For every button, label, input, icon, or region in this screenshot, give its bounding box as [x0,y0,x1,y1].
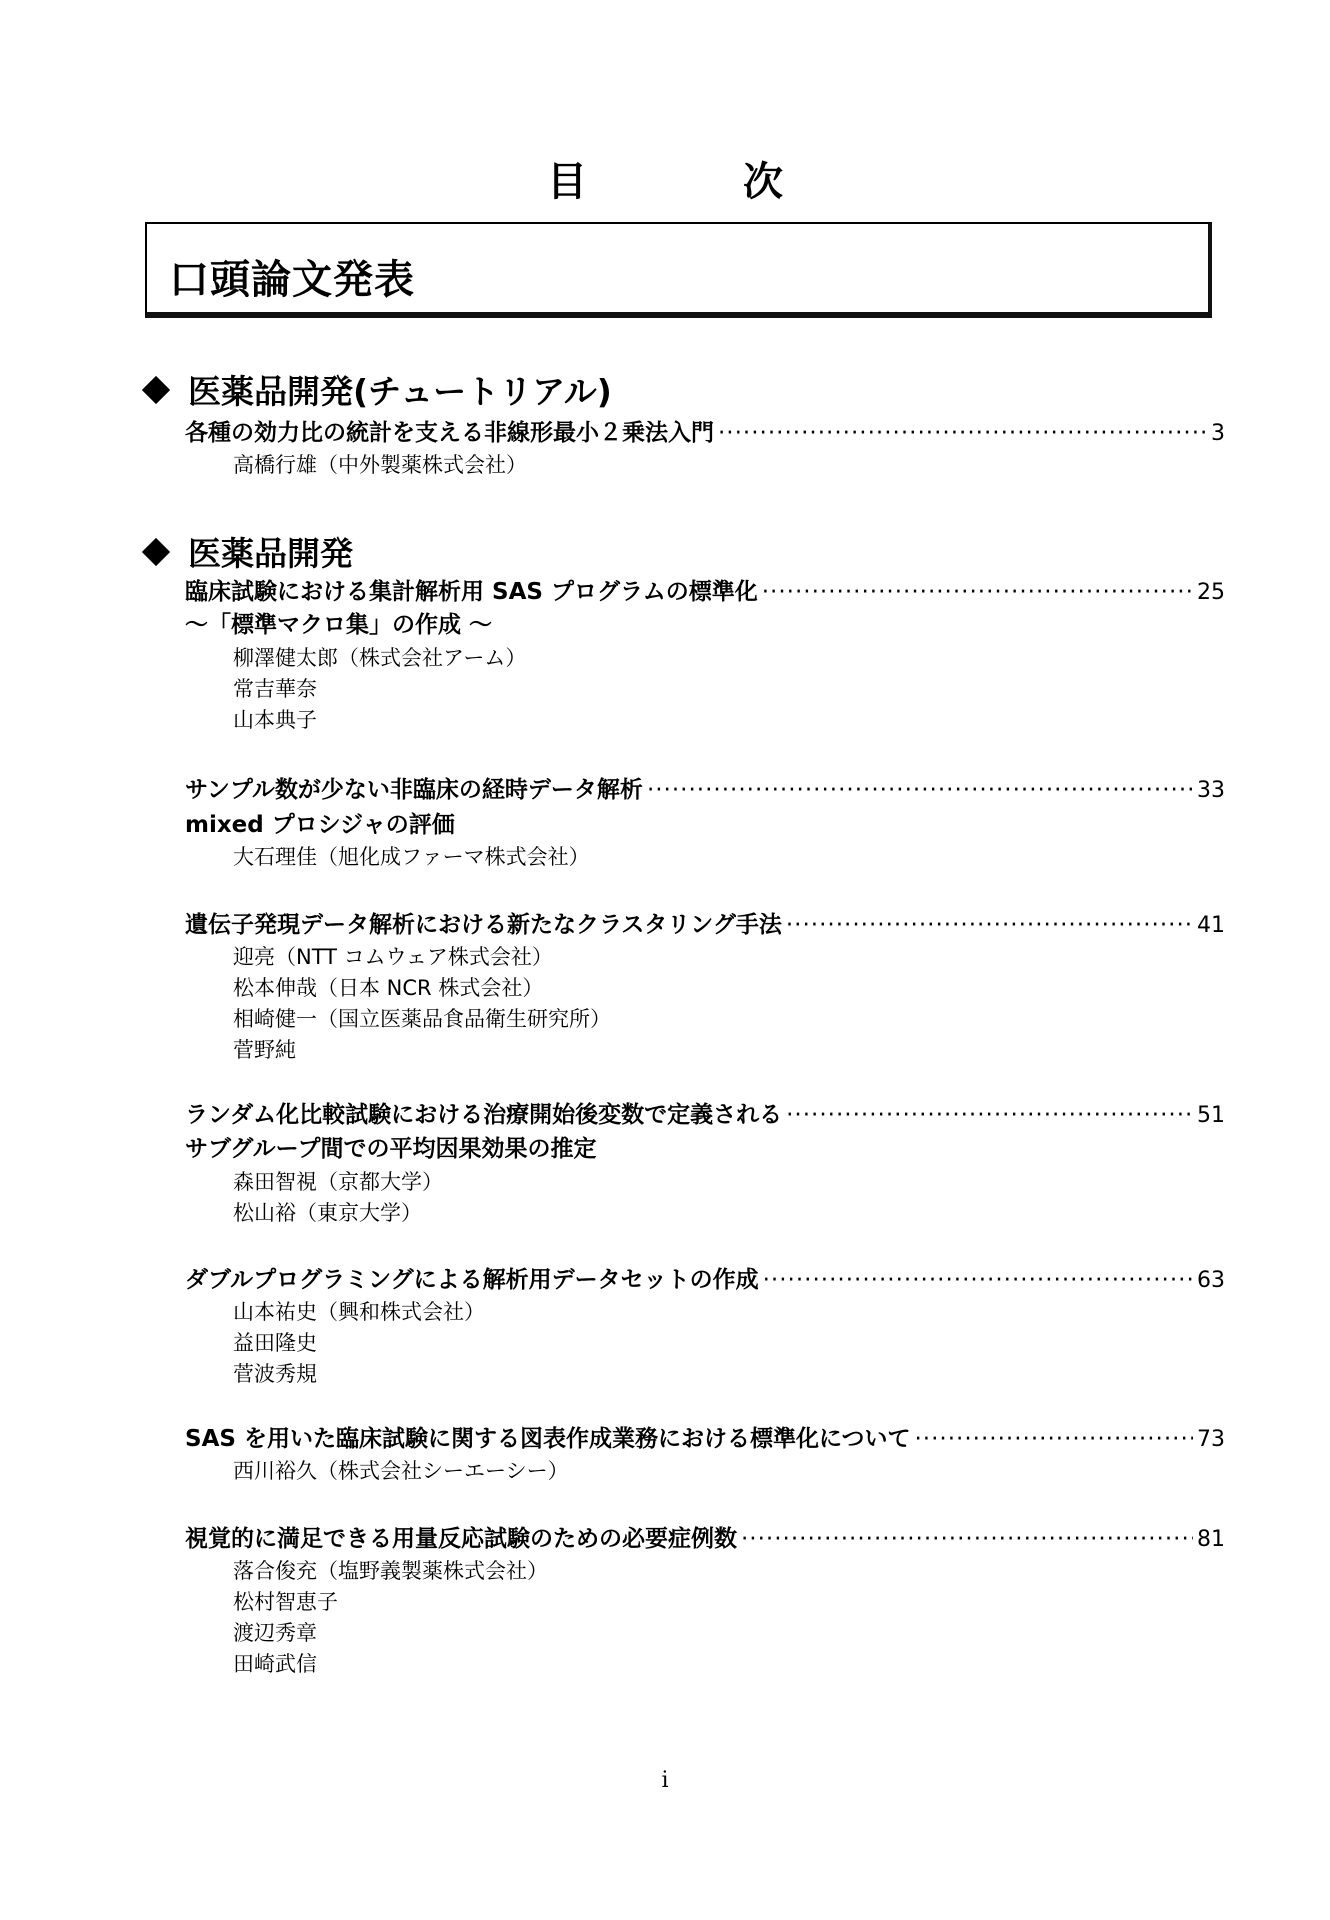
banner-title: 口頭論文発表 [169,257,415,303]
entry-author: 松山裕（東京大学） [233,1201,422,1225]
entry-author: 菅野純 [233,1038,296,1062]
entry-page: 3 [1211,421,1225,446]
page-title: 目 次 [547,159,841,205]
diamond-bullet-icon [142,537,170,565]
entry-page: 33 [1197,778,1225,803]
entry-author: 柳澤健太郎（株式会社アーム） [233,646,527,670]
entry-author: 松本伸哉（日本 NCR 株式会社） [233,976,544,1000]
entry-author: 渡辺秀章 [233,1621,317,1645]
dot-leader [741,1524,1193,1554]
entry-author: 松村智恵子 [233,1590,338,1614]
section-heading [140,366,612,413]
dot-leader [762,577,1193,607]
entry-page: 41 [1197,913,1225,938]
entry-author: 菅波秀規 [233,1362,317,1386]
entry-subtitle: サブグループ間での平均因果効果の推定 [185,1136,597,1162]
toc-entry[interactable] [185,910,1225,941]
page-number: i [661,1768,669,1793]
toc-entry[interactable] [185,577,1225,608]
entry-subtitle: mixed プロシジャの評価 [185,812,455,838]
dot-leader [786,1100,1193,1130]
entry-author: 山本祐史（興和株式会社） [233,1300,485,1324]
entry-title: 遺伝子発現データ解析における新たなクラスタリング手法 [185,912,782,938]
entry-author: 山本典子 [233,708,317,732]
entry-author: 田崎武信 [233,1652,317,1676]
toc-entry[interactable] [185,775,1225,806]
entry-title: 視覚的に満足できる用量反応試験のための必要症例数 [185,1526,737,1552]
dot-leader [718,418,1207,448]
entry-title: ランダム化比較試験における治療開始後変数で定義される [185,1102,783,1128]
toc-entry[interactable] [185,1424,1225,1455]
dot-leader [763,1265,1193,1295]
entry-title: 臨床試験における集計解析用 SAS プログラムの標準化 [185,579,758,605]
toc-entry[interactable] [185,1524,1225,1555]
entry-page: 63 [1197,1268,1225,1293]
toc-entry[interactable] [185,1100,1225,1131]
section-heading-text: 医薬品開発 [188,534,353,573]
entry-title: ダブルプログラミングによる解析用データセットの作成 [185,1267,759,1293]
entry-page: 25 [1197,580,1225,605]
entry-author: 落合俊充（塩野義製薬株式会社） [233,1559,548,1583]
entry-page: 81 [1197,1527,1225,1552]
entry-subtitle: ～「標準マクロ集」の作成 ～ [185,612,493,638]
entry-author: 相崎健一（国立医薬品食品衛生研究所） [233,1007,611,1031]
toc-entry[interactable] [185,1265,1225,1296]
dot-leader [786,910,1193,940]
entry-author: 迎亮（NTT コムウェア株式会社） [233,945,553,969]
toc-entry[interactable] [185,418,1225,449]
entry-author: 高橋行雄（中外製薬株式会社） [233,453,527,477]
dot-leader [914,1424,1193,1454]
entry-author: 大石理佳（旭化成ファーマ株式会社） [233,845,590,869]
section-heading [140,528,353,575]
diamond-bullet-icon [142,375,170,403]
entry-author: 森田智視（京都大学） [233,1170,443,1194]
entry-author: 常吉華奈 [233,677,317,701]
section-heading-text: 医薬品開発(チュートリアル) [188,372,612,411]
entry-author: 益田隆史 [233,1331,317,1355]
dot-leader [647,775,1193,805]
section-banner [145,222,1212,318]
entry-author: 西川裕久（株式会社シーエーシー） [233,1459,569,1483]
entry-title: サンプル数が少ない非臨床の経時データ解析 [185,777,643,803]
entry-title: 各種の効力比の統計を支える非線形最小２乗法入門 [185,420,714,446]
entry-page: 51 [1197,1103,1225,1128]
entry-title: SAS を用いた臨床試験に関する図表作成業務における標準化について [185,1426,911,1452]
entry-page: 73 [1197,1427,1225,1452]
